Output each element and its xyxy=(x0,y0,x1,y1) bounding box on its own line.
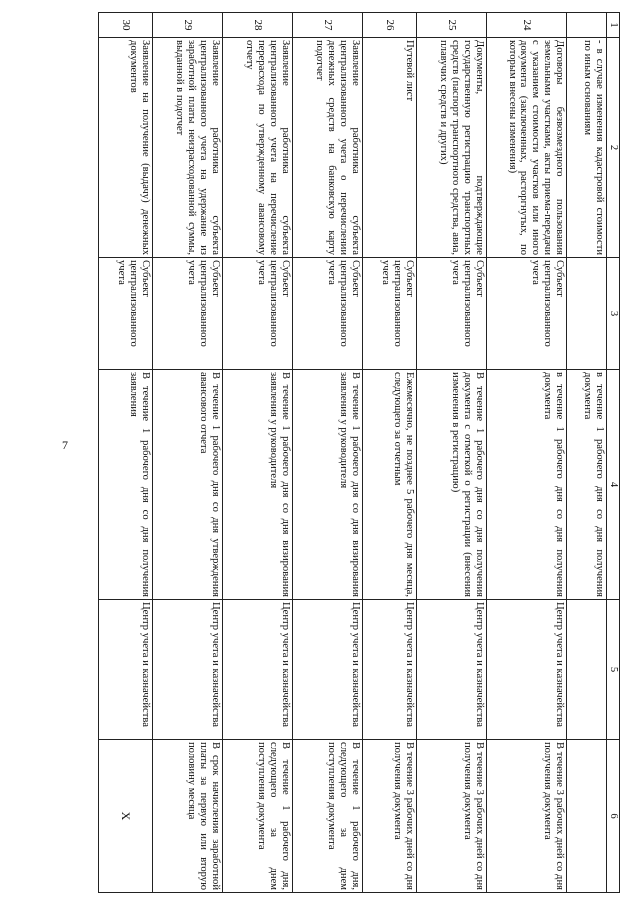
table-row xyxy=(567,13,607,893)
document-name: - в случае изменения кадастровой стоимости по иным основаниям xyxy=(567,38,607,258)
deadline: В течение 1 рабочего дня со дня визирования заявления у руководителя xyxy=(293,370,363,600)
page-number: 7 xyxy=(62,438,68,452)
column-header: 1 xyxy=(607,13,620,38)
deadline: в течение 1 рабочего дня со дня получения документа xyxy=(487,370,567,600)
table-row xyxy=(153,13,223,893)
table-row xyxy=(487,13,567,893)
processing-term: X xyxy=(99,740,153,893)
column-header: 2 xyxy=(607,38,620,258)
recipient: Центр учета и казначейства xyxy=(417,600,487,740)
row-number: 27 xyxy=(293,13,363,38)
column-header: 3 xyxy=(607,258,620,370)
row-number: 29 xyxy=(153,13,223,38)
deadline: В течение 1 рабочего дня со дня утверждения авансового отчета xyxy=(153,370,223,600)
column-header: 4 xyxy=(607,370,620,600)
table-row xyxy=(417,13,487,893)
compiler: Субъект централизованного учета xyxy=(293,258,363,370)
deadline: В течение 1 рабочего дня со дня визирования заявления у руководителя xyxy=(223,370,293,600)
table-row xyxy=(223,13,293,893)
document-name: Путевой лист xyxy=(363,38,417,258)
compiler: Субъект централизованного учета xyxy=(223,258,293,370)
processing-term: В течение 3 рабочих дней со дня получения документа xyxy=(417,740,487,893)
row-number: 30 xyxy=(99,13,153,38)
compiler: Субъект централизованного учета xyxy=(487,258,567,370)
compiler: Субъект централизованного учета xyxy=(99,258,153,370)
deadline: В течение 1 рабочего дня со дня получения заявления xyxy=(99,370,153,600)
header-row xyxy=(607,13,620,893)
recipient: Центр учета и казначейства xyxy=(293,600,363,740)
document-name: Договоры безвозмездного пользования земельными участками, акты приема-передачи с указанием стоимости участков или иного документа (заключенных, расторгнутых, по которым внесены изменения) xyxy=(487,38,567,258)
column-header: 6 xyxy=(607,740,620,893)
processing-term: В течение 3 рабочих дней со дня получения документа xyxy=(487,740,567,893)
compiler: Субъект централизованного учета xyxy=(363,258,417,370)
deadline: В течение 1 рабочего дня со дня получения документа с отметкой о регистрации (внесения изменения в регистрацию) xyxy=(417,370,487,600)
document-name: Заявление работника субъекта централизованного учета о перечислении денежных средств на банковскую карту подотчет xyxy=(293,38,363,258)
processing-term: В срок начисления заработной платы за первую или вторую половину месяца xyxy=(153,740,223,893)
processing-term: В течение 3 рабочих дней со дня получения документа xyxy=(363,740,417,893)
rotated-table-container xyxy=(82,12,620,892)
deadline: в течение 1 рабочего дня со дня получения документа xyxy=(567,370,607,600)
recipient xyxy=(567,600,607,740)
compiler: Субъект централизованного учета xyxy=(153,258,223,370)
deadline: Ежемесячно, не позднее 5 рабочего дня месяца, следующего за отчетным xyxy=(363,370,417,600)
row-number: 25 xyxy=(417,13,487,38)
document-name: Заявление работника субъекта централизованного учета на перечисление перерасхода по утвержденному авансовому отчету xyxy=(223,38,293,258)
row-number xyxy=(567,13,607,38)
document-table xyxy=(98,12,620,893)
document-name: Документы, подтверждающие государственную регистрацию транспортных средств (паспорт транспортного средства, авиа, плавучих средств и других) xyxy=(417,38,487,258)
document-name: Заявление на получение (выдачу) денежных документов xyxy=(99,38,153,258)
recipient: Центр учета и казначейства xyxy=(153,600,223,740)
recipient: Центр учета и казначейства xyxy=(223,600,293,740)
recipient: Центр учета и казначейства xyxy=(99,600,153,740)
processing-term xyxy=(567,740,607,893)
table-row xyxy=(363,13,417,893)
compiler: Субъект централизованного учета xyxy=(417,258,487,370)
processing-term: В течение 1 рабочего дня, следующего за днем поступления документа xyxy=(223,740,293,893)
processing-term: В течение 1 рабочего дня, следующего за днем поступления документа xyxy=(293,740,363,893)
row-number: 28 xyxy=(223,13,293,38)
recipient: Центр учета и казначейства xyxy=(363,600,417,740)
recipient: Центр учета и казначейства xyxy=(487,600,567,740)
table-row xyxy=(99,13,153,893)
row-number: 24 xyxy=(487,13,567,38)
compiler xyxy=(567,258,607,370)
column-header: 5 xyxy=(607,600,620,740)
row-number: 26 xyxy=(363,13,417,38)
table-row xyxy=(293,13,363,893)
document-name: Заявление работника субъекта централизованного учета на удержание из заработной платы неизрасходованной суммы, выданной в подотчет xyxy=(153,38,223,258)
